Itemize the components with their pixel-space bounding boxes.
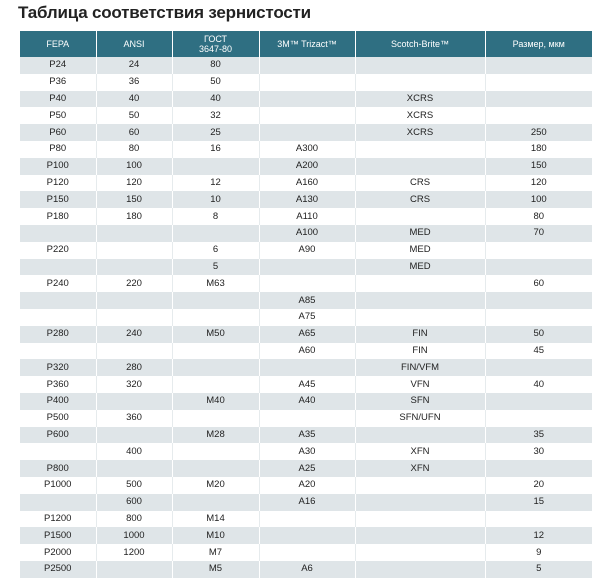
table-row <box>20 376 592 393</box>
cell-gost <box>172 460 259 477</box>
table-row <box>20 309 592 326</box>
cell-fepa: P1200 <box>20 511 96 528</box>
cell-ansi: 80 <box>96 141 172 158</box>
cell-size: 60 <box>485 275 592 292</box>
cell-gost <box>172 494 259 511</box>
cell-gost: M40 <box>172 393 259 410</box>
cell-size <box>485 359 592 376</box>
cell-size <box>485 460 592 477</box>
cell-scotch-brite: XCRS <box>355 124 485 141</box>
cell-ansi: 320 <box>96 376 172 393</box>
table-row <box>20 292 592 309</box>
cell-gost <box>172 158 259 175</box>
cell-size: 15 <box>485 494 592 511</box>
cell-gost: 16 <box>172 141 259 158</box>
table-row <box>20 57 592 74</box>
cell-ansi: 100 <box>96 158 172 175</box>
cell-size: 80 <box>485 208 592 225</box>
cell-ansi: 36 <box>96 74 172 91</box>
cell-ansi: 400 <box>96 443 172 460</box>
cell-ansi: 280 <box>96 359 172 376</box>
cell-scotch-brite <box>355 208 485 225</box>
cell-trizact: A300 <box>259 141 355 158</box>
cell-fepa: P220 <box>20 242 96 259</box>
cell-trizact <box>259 124 355 141</box>
cell-gost: 5 <box>172 259 259 276</box>
cell-scotch-brite: CRS <box>355 175 485 192</box>
cell-scotch-brite <box>355 494 485 511</box>
table-row <box>20 527 592 544</box>
cell-size: 45 <box>485 343 592 360</box>
cell-size <box>485 242 592 259</box>
cell-scotch-brite <box>355 141 485 158</box>
cell-scotch-brite: FIN/VFM <box>355 359 485 376</box>
cell-size <box>485 74 592 91</box>
cell-scotch-brite: CRS <box>355 191 485 208</box>
cell-fepa: P400 <box>20 393 96 410</box>
cell-fepa <box>20 443 96 460</box>
cell-fepa <box>20 309 96 326</box>
cell-gost: 8 <box>172 208 259 225</box>
cell-size <box>485 57 592 74</box>
table-row <box>20 275 592 292</box>
cell-trizact <box>259 544 355 561</box>
cell-scotch-brite <box>355 309 485 326</box>
table-row <box>20 359 592 376</box>
cell-fepa <box>20 259 96 276</box>
cell-ansi <box>96 460 172 477</box>
cell-scotch-brite <box>355 511 485 528</box>
cell-trizact: A85 <box>259 292 355 309</box>
cell-ansi: 1200 <box>96 544 172 561</box>
cell-size: 35 <box>485 427 592 444</box>
cell-ansi: 50 <box>96 107 172 124</box>
cell-trizact: A35 <box>259 427 355 444</box>
cell-scotch-brite <box>355 158 485 175</box>
table-row <box>20 544 592 561</box>
cell-gost <box>172 343 259 360</box>
table-row <box>20 242 592 259</box>
cell-size: 12 <box>485 527 592 544</box>
cell-ansi: 240 <box>96 326 172 343</box>
cell-ansi <box>96 561 172 578</box>
cell-fepa <box>20 225 96 242</box>
cell-size: 40 <box>485 376 592 393</box>
cell-scotch-brite <box>355 57 485 74</box>
table-row <box>20 511 592 528</box>
cell-gost: 10 <box>172 191 259 208</box>
table-row <box>20 158 592 175</box>
cell-gost: M10 <box>172 527 259 544</box>
cell-gost <box>172 292 259 309</box>
cell-scotch-brite: FIN <box>355 326 485 343</box>
table-row <box>20 343 592 360</box>
table-row <box>20 175 592 192</box>
table-row <box>20 208 592 225</box>
cell-gost <box>172 309 259 326</box>
cell-ansi: 1000 <box>96 527 172 544</box>
cell-ansi: 360 <box>96 410 172 427</box>
cell-trizact: A200 <box>259 158 355 175</box>
table-row <box>20 410 592 427</box>
cell-gost: 25 <box>172 124 259 141</box>
cell-fepa: P1500 <box>20 527 96 544</box>
cell-trizact: A60 <box>259 343 355 360</box>
cell-scotch-brite: XFN <box>355 460 485 477</box>
cell-trizact: A40 <box>259 393 355 410</box>
cell-scotch-brite: XCRS <box>355 91 485 108</box>
table-row <box>20 561 592 578</box>
cell-ansi <box>96 393 172 410</box>
cell-ansi: 500 <box>96 477 172 494</box>
column-header-trizact: 3M™ Trizact™ <box>259 31 355 57</box>
cell-size <box>485 410 592 427</box>
cell-fepa: P60 <box>20 124 96 141</box>
cell-fepa: P80 <box>20 141 96 158</box>
cell-size <box>485 91 592 108</box>
cell-scotch-brite: SFN/UFN <box>355 410 485 427</box>
column-header-size: Размер, мкм <box>485 31 592 57</box>
cell-size: 120 <box>485 175 592 192</box>
cell-size <box>485 393 592 410</box>
cell-trizact <box>259 511 355 528</box>
cell-trizact <box>259 107 355 124</box>
cell-scotch-brite <box>355 477 485 494</box>
cell-trizact <box>259 359 355 376</box>
cell-trizact: A20 <box>259 477 355 494</box>
cell-scotch-brite <box>355 427 485 444</box>
cell-gost <box>172 359 259 376</box>
table-row <box>20 74 592 91</box>
page-title: Таблица соответствия зернистости <box>18 3 311 22</box>
cell-ansi <box>96 259 172 276</box>
cell-size: 150 <box>485 158 592 175</box>
cell-gost <box>172 443 259 460</box>
column-header-fepa: FEPA <box>20 31 96 57</box>
cell-gost: 32 <box>172 107 259 124</box>
cell-scotch-brite: XCRS <box>355 107 485 124</box>
cell-scotch-brite <box>355 275 485 292</box>
cell-ansi: 60 <box>96 124 172 141</box>
cell-gost: 50 <box>172 74 259 91</box>
cell-size <box>485 107 592 124</box>
cell-ansi <box>96 292 172 309</box>
cell-gost <box>172 410 259 427</box>
cell-size: 9 <box>485 544 592 561</box>
cell-trizact: A6 <box>259 561 355 578</box>
cell-size: 20 <box>485 477 592 494</box>
cell-gost: M50 <box>172 326 259 343</box>
column-header-ansi: ANSI <box>96 31 172 57</box>
cell-size: 100 <box>485 191 592 208</box>
cell-size <box>485 259 592 276</box>
cell-ansi <box>96 309 172 326</box>
cell-trizact <box>259 74 355 91</box>
cell-fepa: P100 <box>20 158 96 175</box>
cell-ansi <box>96 225 172 242</box>
table-row <box>20 141 592 158</box>
cell-ansi: 180 <box>96 208 172 225</box>
column-header-gost: ГОСТ 3647-80 <box>172 31 259 57</box>
table-row <box>20 259 592 276</box>
cell-trizact: A100 <box>259 225 355 242</box>
cell-ansi: 150 <box>96 191 172 208</box>
cell-trizact: A65 <box>259 326 355 343</box>
cell-trizact <box>259 275 355 292</box>
cell-scotch-brite: XFN <box>355 443 485 460</box>
cell-size: 70 <box>485 225 592 242</box>
table-row <box>20 443 592 460</box>
cell-trizact <box>259 410 355 427</box>
cell-fepa: P180 <box>20 208 96 225</box>
cell-trizact: A75 <box>259 309 355 326</box>
cell-fepa: P40 <box>20 91 96 108</box>
cell-trizact: A25 <box>259 460 355 477</box>
cell-trizact: A30 <box>259 443 355 460</box>
cell-scotch-brite <box>355 544 485 561</box>
cell-ansi: 40 <box>96 91 172 108</box>
grit-comparison-table <box>20 31 592 578</box>
cell-fepa: P36 <box>20 74 96 91</box>
cell-scotch-brite: VFN <box>355 376 485 393</box>
cell-fepa: P50 <box>20 107 96 124</box>
cell-size: 5 <box>485 561 592 578</box>
cell-fepa: P800 <box>20 460 96 477</box>
cell-ansi: 120 <box>96 175 172 192</box>
cell-gost: M14 <box>172 511 259 528</box>
cell-fepa: P120 <box>20 175 96 192</box>
table-row <box>20 494 592 511</box>
cell-trizact <box>259 259 355 276</box>
cell-gost: M20 <box>172 477 259 494</box>
table-body <box>20 57 592 578</box>
cell-trizact <box>259 57 355 74</box>
cell-trizact: A130 <box>259 191 355 208</box>
table-header-row <box>20 31 592 57</box>
cell-gost: 12 <box>172 175 259 192</box>
cell-fepa: P280 <box>20 326 96 343</box>
cell-scotch-brite: FIN <box>355 343 485 360</box>
cell-ansi <box>96 343 172 360</box>
table-row <box>20 91 592 108</box>
cell-gost: 80 <box>172 57 259 74</box>
table-row <box>20 107 592 124</box>
cell-size <box>485 511 592 528</box>
cell-size: 180 <box>485 141 592 158</box>
table-row <box>20 393 592 410</box>
cell-fepa: P24 <box>20 57 96 74</box>
cell-gost: 40 <box>172 91 259 108</box>
cell-gost: M63 <box>172 275 259 292</box>
table-row <box>20 124 592 141</box>
cell-trizact <box>259 91 355 108</box>
cell-fepa: P600 <box>20 427 96 444</box>
cell-fepa: P360 <box>20 376 96 393</box>
cell-gost: M7 <box>172 544 259 561</box>
cell-trizact: A160 <box>259 175 355 192</box>
cell-trizact: A110 <box>259 208 355 225</box>
cell-scotch-brite <box>355 74 485 91</box>
cell-fepa: P2500 <box>20 561 96 578</box>
cell-fepa: P500 <box>20 410 96 427</box>
cell-fepa <box>20 494 96 511</box>
cell-gost: 6 <box>172 242 259 259</box>
cell-fepa <box>20 292 96 309</box>
cell-fepa: P320 <box>20 359 96 376</box>
cell-scotch-brite: MED <box>355 242 485 259</box>
cell-trizact: A90 <box>259 242 355 259</box>
cell-scotch-brite <box>355 561 485 578</box>
cell-ansi: 220 <box>96 275 172 292</box>
cell-ansi: 24 <box>96 57 172 74</box>
cell-fepa: P150 <box>20 191 96 208</box>
cell-fepa: P240 <box>20 275 96 292</box>
table-row <box>20 460 592 477</box>
table-row <box>20 427 592 444</box>
cell-ansi <box>96 242 172 259</box>
cell-trizact: A45 <box>259 376 355 393</box>
cell-size <box>485 309 592 326</box>
table-row <box>20 326 592 343</box>
cell-gost: M5 <box>172 561 259 578</box>
cell-fepa: P2000 <box>20 544 96 561</box>
cell-size: 50 <box>485 326 592 343</box>
cell-ansi: 600 <box>96 494 172 511</box>
cell-size: 30 <box>485 443 592 460</box>
cell-size: 250 <box>485 124 592 141</box>
cell-size <box>485 292 592 309</box>
cell-ansi: 800 <box>96 511 172 528</box>
cell-fepa <box>20 343 96 360</box>
cell-scotch-brite: SFN <box>355 393 485 410</box>
table-row <box>20 191 592 208</box>
cell-trizact: A16 <box>259 494 355 511</box>
cell-ansi <box>96 427 172 444</box>
column-header-scotch-brite: Scotch-Brite™ <box>355 31 485 57</box>
cell-scotch-brite <box>355 527 485 544</box>
cell-scotch-brite: MED <box>355 259 485 276</box>
cell-scotch-brite: MED <box>355 225 485 242</box>
cell-trizact <box>259 527 355 544</box>
cell-fepa: P1000 <box>20 477 96 494</box>
table-row <box>20 225 592 242</box>
cell-scotch-brite <box>355 292 485 309</box>
table-row <box>20 477 592 494</box>
cell-gost <box>172 225 259 242</box>
cell-gost <box>172 376 259 393</box>
cell-gost: M28 <box>172 427 259 444</box>
